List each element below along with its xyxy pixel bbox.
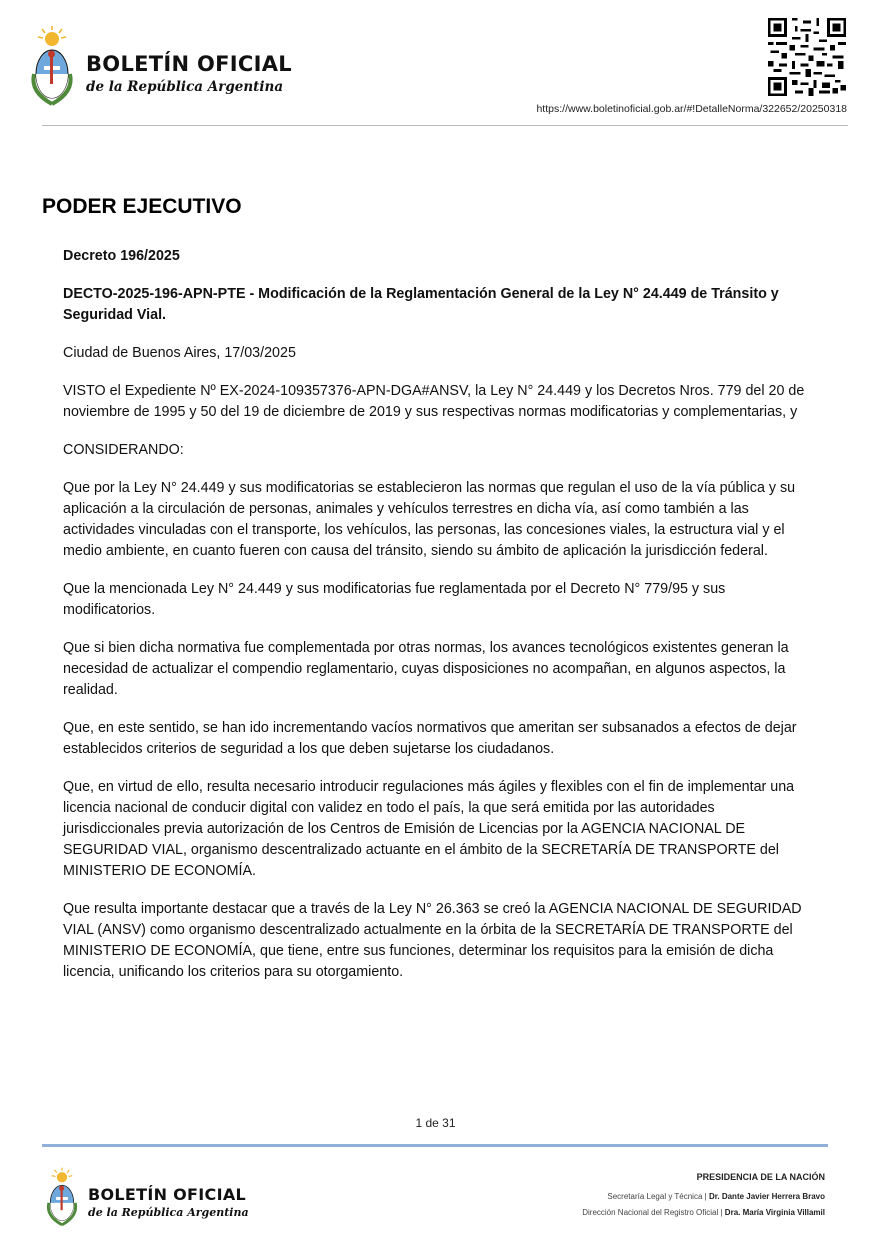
document-body — [63, 246, 808, 1000]
credit-org: Dirección Nacional del Registro Oficial | — [582, 1208, 725, 1217]
credit-name: Dr. Dante Javier Herrera Bravo — [708, 1192, 825, 1201]
brand-subtitle: de la República Argentina — [86, 79, 284, 95]
presidencia-label: PRESIDENCIA DE LA NACIÓN — [696, 1172, 825, 1182]
paragraph: Que resulta importante destacar que a través de la Ley N° 26.363 se creó la AGENCIA NACIONAL DE SEGURIDAD VIAL (ANSV) como organismo descentralizado actualmente en la órbita de la SECRETARÍA DE TRANSPORTE del MINISTERIO DE ECONOMÍA, que tiene, entre sus funciones, determinar los requisitos para la emisión de dicha licencia, unificando los criterios para su otorgamiento. — [63, 901, 802, 980]
header-divider — [42, 125, 848, 126]
section-title: PODER EJECUTIVO — [42, 195, 242, 218]
document-url[interactable]: https://www.boletinoficial.gob.ar/#!DetalleNorma/322652/20250318 — [536, 103, 847, 115]
footer-divider — [42, 1144, 828, 1147]
credit-direccion — [582, 1208, 825, 1217]
page-number: 1 de 31 — [415, 1116, 456, 1130]
paragraph: Que si bien dicha normativa fue complementada por otras normas, los avances tecnológicos existentes generan la necesidad de actualizar el compendio reglamentario, cuyas disposiciones no acompañan, en algunos aspectos, la realidad. — [63, 640, 789, 698]
credit-secretaria — [607, 1192, 825, 1201]
footer-brand-subtitle: de la República Argentina — [88, 1206, 249, 1219]
place-date: Ciudad de Buenos Aires, 17/03/2025 — [63, 345, 296, 361]
paragraph: Que la mencionada Ley N° 24.449 y sus modificatorias fue reglamentada por el Decreto N° 779/95 y sus modificatorios. — [63, 581, 726, 618]
decree-title: DECTO-2025-196-APN-PTE - Modificación de la Reglamentación General de la Ley N° 24.449 de Tránsito y Seguridad Vial. — [63, 286, 779, 323]
decree-number: Decreto 196/2025 — [63, 248, 180, 264]
credit-org: Secretaría Legal y Técnica | — [607, 1192, 709, 1201]
paragraph: Que, en este sentido, se han ido incrementando vacíos normativos que ameritan ser subsanados a efectos de dejar establecidos criterios de seguridad a los que deben sujetarse los ciudadanos. — [63, 720, 797, 757]
coat-of-arms-icon — [22, 24, 82, 108]
footer-brand-title: BOLETÍN OFICIAL — [88, 1185, 247, 1204]
considerando-heading: CONSIDERANDO: — [63, 442, 184, 458]
credit-name: Dra. María Virginia Villamil — [724, 1208, 825, 1217]
visto-paragraph: VISTO el Expediente Nº EX-2024-109357376-APN-DGA#ANSV, la Ley N° 24.449 y los Decretos Nros. 779 del 20 de noviembre de 1995 y 50 del 19 de diciembre de 2019 y sus respectivas normas modificatorias y complementarias, y — [63, 383, 805, 420]
paragraph: Que por la Ley N° 24.449 y sus modificatorias se establecieron las normas que regulan el uso de la vía pública y su aplicación a la circulación de personas, animales y vehículos terrestres en dicha vía, así como también a las actividades vinculadas con el transporte, los vehículos, las personas, las concesiones viales, la estructura vial y el medio ambiente, en cuanto fueren con causa del tránsito, siendo su ámbito de aplicación la jurisdicción federal. — [63, 480, 796, 559]
footer-coat-of-arms-icon — [40, 1164, 84, 1230]
brand-title: BOLETÍN OFICIAL — [86, 52, 292, 76]
qr-code-icon — [768, 18, 846, 96]
paragraph: Que, en virtud de ello, resulta necesario introducir regulaciones más ágiles y flexibles con el fin de implementar una licencia nacional de conducir digital con validez en todo el país, la que será emitida por las autoridades jurisdiccionales previa autorización de los Centros de Emisión de Licencias por la AGENCIA NACIONAL DE SEGURIDAD VIAL, organismo descentralizado actuante en el ámbito de la SECRETARÍA DE TRANSPORTE del MINISTERIO DE ECONOMÍA. — [63, 779, 795, 879]
